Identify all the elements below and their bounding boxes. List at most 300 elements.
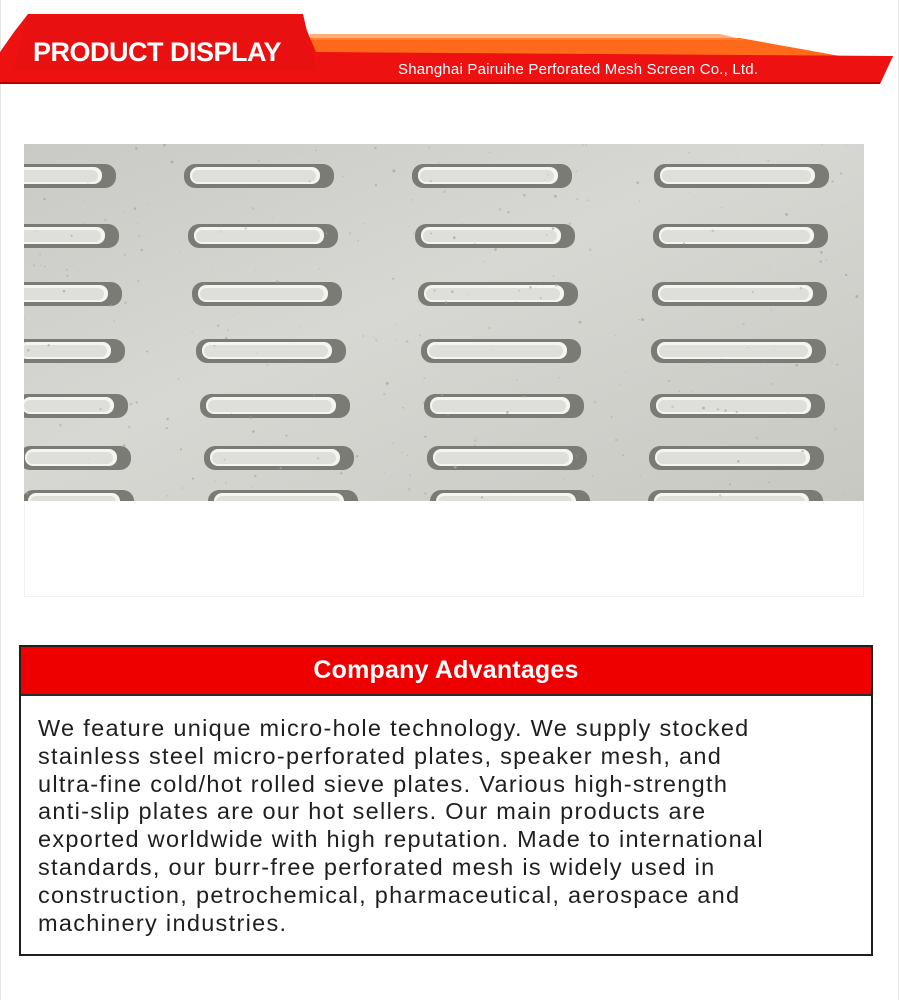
surface-speck: [48, 344, 50, 346]
surface-speck: [349, 232, 350, 233]
slot-hole: [653, 224, 828, 248]
surface-speck: [474, 445, 475, 446]
surface-speck: [683, 242, 685, 244]
surface-speck: [688, 192, 689, 193]
surface-speck: [340, 472, 342, 474]
surface-speck: [146, 351, 148, 353]
surface-speck: [736, 411, 738, 413]
surface-speck: [39, 254, 41, 256]
surface-speck: [178, 378, 179, 379]
surface-speck: [63, 290, 65, 292]
surface-speck: [33, 264, 35, 266]
surface-speck: [698, 291, 699, 292]
slot-hole: [649, 446, 824, 470]
surface-speck: [834, 428, 837, 431]
surface-speck: [363, 223, 365, 225]
surface-speck: [587, 199, 589, 201]
surface-speck: [547, 174, 549, 176]
surface-speck: [227, 329, 229, 331]
advantages-line: We feature unique micro-hole technology. We supply stocked: [38, 715, 750, 741]
slot-hole: [24, 164, 116, 188]
advantages-text: [38, 715, 853, 937]
advantages-title: Company Advantages: [313, 656, 579, 684]
surface-speck: [99, 408, 101, 410]
surface-speck: [846, 145, 847, 146]
surface-speck: [43, 198, 45, 200]
slot-hole: [24, 339, 125, 363]
surface-speck: [417, 301, 419, 303]
surface-speck: [719, 494, 721, 496]
surface-speck: [342, 175, 344, 177]
surface-speck: [820, 251, 823, 254]
surface-speck: [252, 430, 255, 433]
surface-speck: [785, 429, 786, 430]
surface-speck: [396, 340, 397, 341]
surface-speck: [594, 400, 597, 403]
surface-speck: [134, 207, 137, 210]
surface-speck: [763, 190, 764, 191]
surface-speck: [171, 160, 174, 163]
surface-speck: [180, 252, 181, 253]
surface-speck: [124, 254, 126, 256]
surface-speck: [771, 309, 773, 311]
surface-speck: [271, 500, 272, 501]
surface-speck: [447, 414, 449, 416]
surface-speck: [375, 147, 377, 149]
surface-speck: [801, 450, 803, 452]
company-name: Shanghai Pairuihe Perforated Mesh Screen Co., Ltd.: [398, 61, 759, 78]
surface-speck: [611, 416, 613, 418]
surface-speck: [529, 286, 531, 288]
surface-speck: [546, 234, 548, 236]
surface-speck: [166, 495, 168, 497]
surface-speck: [832, 180, 834, 182]
surface-speck: [558, 377, 559, 378]
surface-speck: [454, 466, 457, 469]
surface-speck: [840, 172, 843, 175]
surface-speck: [396, 324, 397, 325]
surface-speck: [825, 259, 827, 261]
surface-speck: [412, 199, 414, 201]
surface-speck: [384, 472, 385, 473]
slot-hole: [648, 490, 823, 501]
surface-speck: [428, 147, 429, 148]
surface-speck: [717, 408, 719, 410]
surface-speck: [248, 485, 249, 486]
surface-speck: [237, 313, 238, 314]
surface-speck: [499, 208, 502, 211]
surface-speck: [785, 213, 788, 216]
surface-speck: [737, 155, 738, 156]
slot-hole: [650, 394, 825, 418]
surface-speck: [796, 364, 799, 367]
surface-speck: [632, 258, 633, 259]
surface-speck: [799, 287, 802, 290]
surface-speck: [165, 157, 166, 158]
surface-speck: [620, 384, 621, 385]
surface-speck: [692, 391, 693, 392]
surface-speck: [413, 232, 416, 235]
surface-speck: [553, 276, 554, 277]
surface-speck: [424, 492, 427, 495]
surface-speck: [438, 162, 439, 163]
surface-speck: [775, 346, 776, 347]
surface-speck: [392, 169, 395, 172]
surface-speck: [316, 150, 317, 151]
surface-speck: [506, 411, 509, 414]
slot-hole: [204, 446, 354, 470]
surface-speck: [254, 475, 256, 477]
product-photo: [24, 144, 864, 501]
surface-speck: [453, 236, 456, 239]
surface-speck: [192, 478, 194, 480]
surface-speck: [641, 318, 644, 321]
surface-speck: [467, 480, 468, 481]
surface-speck: [639, 319, 640, 320]
surface-speck: [154, 357, 155, 358]
surface-speck: [409, 474, 411, 476]
surface-speck: [87, 183, 88, 184]
surface-speck: [840, 245, 841, 246]
surface-speck: [481, 496, 483, 498]
surface-speck: [67, 275, 69, 277]
advantages-line: standards, our burr-free perforated mesh is widely used in: [38, 853, 716, 880]
surface-speck: [392, 442, 394, 444]
surface-speck: [374, 337, 375, 338]
surface-speck: [552, 227, 555, 230]
advantages-line: stainless steel micro-perforated plates, speaker mesh, and: [38, 742, 723, 769]
surface-speck: [299, 326, 300, 327]
slot-hole: [418, 282, 578, 306]
surface-speck: [148, 203, 149, 204]
slot-hole: [184, 164, 334, 188]
surface-speck: [118, 261, 119, 262]
surface-speck: [441, 394, 444, 397]
surface-speck: [516, 379, 518, 381]
surface-speck: [767, 160, 769, 162]
company-advantages-box: [19, 645, 873, 956]
surface-speck: [830, 327, 831, 328]
surface-speck: [430, 180, 432, 182]
surface-speck: [66, 269, 68, 271]
surface-speck: [640, 476, 641, 477]
surface-speck: [844, 495, 845, 496]
perforated-sheet-image: [24, 144, 864, 501]
surface-speck: [748, 347, 749, 348]
surface-speck: [855, 295, 858, 298]
surface-speck: [113, 320, 115, 322]
surface-speck: [564, 479, 565, 480]
surface-speck: [544, 194, 545, 195]
slot-hole: [427, 446, 587, 470]
surface-speck: [40, 265, 41, 266]
surface-speck: [180, 449, 182, 451]
surface-speck: [615, 335, 616, 336]
surface-speck: [166, 418, 168, 420]
surface-speck: [585, 144, 586, 145]
surface-speck: [385, 167, 386, 168]
slot-hole: [192, 282, 342, 306]
surface-speck: [124, 301, 127, 304]
surface-speck: [483, 261, 484, 262]
surface-speck: [356, 455, 358, 457]
banner-title: PRODUCT DISPLAY: [33, 37, 282, 67]
surface-speck: [737, 460, 740, 463]
surface-speck: [27, 349, 30, 352]
surface-speck: [59, 424, 62, 427]
surface-speck: [787, 412, 788, 413]
surface-speck: [213, 345, 215, 347]
surface-speck: [406, 340, 409, 343]
surface-speck: [83, 201, 84, 202]
slot-hole: [421, 339, 581, 363]
surface-speck: [313, 369, 314, 370]
surface-speck: [430, 233, 432, 235]
surface-speck: [451, 290, 454, 293]
surface-speck: [424, 436, 426, 438]
surface-speck: [88, 458, 89, 459]
surface-speck: [425, 292, 426, 293]
surface-speck: [71, 235, 73, 237]
slot-hole: [24, 490, 134, 501]
surface-speck: [523, 194, 525, 196]
surface-speck: [362, 335, 364, 337]
slot-hole: [208, 490, 358, 501]
surface-speck: [423, 377, 425, 379]
surface-speck: [401, 452, 403, 454]
surface-speck: [523, 396, 525, 398]
surface-speck: [540, 297, 542, 299]
surface-speck: [26, 492, 28, 494]
surface-speck: [842, 207, 843, 208]
surface-speck: [568, 222, 571, 225]
surface-speck: [256, 352, 257, 353]
advantages-line: ultra-fine cold/hot rolled sieve plates. Various high-strength: [38, 770, 729, 797]
surface-speck: [626, 372, 627, 373]
surface-speck: [225, 337, 227, 339]
surface-speck: [702, 407, 705, 410]
surface-speck: [724, 410, 726, 412]
surface-speck: [128, 426, 131, 429]
surface-speck: [211, 268, 212, 269]
surface-speck: [554, 195, 557, 198]
slot-hole: [415, 224, 575, 248]
surface-speck: [123, 211, 124, 212]
surface-speck: [137, 280, 140, 283]
surface-speck: [671, 406, 673, 408]
surface-speck: [308, 180, 310, 182]
surface-speck: [250, 416, 253, 419]
surface-speck: [474, 243, 476, 245]
surface-speck: [386, 382, 389, 385]
surface-speck: [319, 269, 320, 270]
surface-speck: [615, 439, 618, 442]
surface-speck: [245, 227, 247, 229]
surface-speck: [280, 467, 282, 469]
surface-speck: [831, 361, 833, 363]
surface-speck: [622, 455, 624, 457]
surface-speck: [615, 149, 616, 150]
surface-speck: [83, 223, 84, 224]
slot-hole: [654, 164, 829, 188]
slot-hole: [200, 394, 350, 418]
slot-hole: [24, 446, 131, 470]
surface-speck: [392, 278, 394, 280]
surface-speck: [270, 188, 271, 189]
surface-speck: [488, 327, 490, 329]
surface-speck: [518, 290, 519, 291]
surface-speck: [104, 219, 107, 222]
surface-speck: [423, 402, 424, 403]
surface-speck: [109, 305, 111, 307]
surface-speck: [578, 454, 579, 455]
surface-speck: [406, 454, 408, 456]
surface-speck: [822, 413, 823, 414]
slot-hole: [24, 394, 128, 418]
product-display-banner: [0, 0, 899, 90]
surface-speck: [136, 401, 138, 403]
surface-speck: [555, 284, 558, 287]
slot-hole: [188, 224, 338, 248]
surface-speck: [276, 281, 279, 284]
surface-speck: [225, 482, 226, 483]
surface-speck: [571, 282, 573, 284]
surface-speck: [317, 457, 319, 459]
surface-speck: [461, 223, 462, 224]
surface-speck: [729, 484, 731, 486]
surface-speck: [582, 144, 584, 146]
slot-hole: [412, 164, 572, 188]
surface-speck: [768, 482, 770, 484]
surface-speck: [845, 274, 847, 276]
surface-speck: [214, 481, 216, 483]
surface-speck: [443, 190, 446, 193]
surface-speck: [77, 270, 78, 271]
surface-speck: [232, 316, 233, 317]
surface-speck: [589, 248, 592, 251]
surface-speck: [848, 308, 849, 309]
surface-speck: [516, 301, 517, 302]
surface-speck: [467, 294, 468, 295]
surface-speck: [636, 181, 639, 184]
surface-speck: [138, 235, 140, 237]
slot-hole: [651, 339, 826, 363]
surface-speck: [489, 152, 491, 154]
surface-speck: [536, 281, 537, 282]
surface-speck: [408, 488, 411, 491]
surface-speck: [491, 346, 492, 347]
surface-speck: [35, 231, 36, 232]
surface-speck: [141, 249, 143, 251]
surface-speck: [575, 170, 577, 172]
surface-speck: [544, 179, 545, 180]
surface-speck: [507, 211, 509, 213]
slot-hole: [430, 490, 590, 501]
surface-speck: [771, 383, 773, 385]
surface-speck: [255, 269, 257, 271]
surface-speck: [742, 323, 745, 326]
surface-speck: [301, 153, 302, 154]
surface-speck: [756, 437, 758, 439]
surface-speck: [258, 159, 260, 161]
surface-speck: [123, 444, 126, 447]
surface-speck: [837, 462, 838, 463]
surface-speck: [204, 283, 206, 285]
slot-hole: [196, 339, 346, 363]
surface-speck: [409, 225, 410, 226]
surface-speck: [326, 233, 327, 234]
surface-speck: [357, 240, 359, 242]
surface-speck: [639, 201, 640, 202]
surface-speck: [166, 427, 168, 429]
surface-speck: [445, 301, 448, 304]
surface-speck: [434, 289, 436, 291]
advantages-line: machinery industries.: [38, 909, 288, 936]
surface-speck: [224, 459, 226, 461]
surface-speck: [435, 344, 436, 345]
surface-speck: [220, 231, 222, 233]
advantages-line: anti-slip plates are our hot sellers. Our main products are: [38, 798, 707, 825]
surface-speck: [383, 393, 385, 395]
surface-speck: [711, 229, 714, 232]
surface-speck: [721, 207, 723, 209]
surface-speck: [707, 362, 709, 364]
surface-speck: [820, 260, 822, 262]
surface-speck: [285, 435, 287, 437]
surface-speck: [252, 486, 254, 488]
surface-speck: [821, 144, 823, 145]
surface-speck: [402, 407, 404, 409]
advantages-header: [21, 647, 871, 696]
slot-hole: [24, 282, 122, 306]
surface-speck: [217, 324, 220, 327]
advantages-line: exported worldwide with high reputation. Made to international: [38, 826, 764, 853]
surface-speck: [576, 198, 578, 200]
surface-speck: [419, 334, 421, 336]
surface-speck: [721, 358, 722, 359]
surface-speck: [688, 152, 690, 154]
surface-speck: [44, 266, 46, 268]
surface-speck: [313, 394, 315, 396]
surface-speck: [92, 195, 93, 196]
surface-speck: [752, 291, 754, 293]
surface-speck: [375, 184, 377, 186]
slot-hole: [652, 282, 827, 306]
surface-speck: [231, 413, 232, 414]
advantages-line: construction, petrochemical, pharmaceutical, aerospace and: [38, 881, 741, 908]
surface-speck: [375, 339, 377, 341]
surface-speck: [182, 487, 183, 488]
surface-speck: [474, 439, 477, 442]
surface-speck: [592, 475, 593, 476]
surface-speck: [836, 364, 838, 366]
surface-speck: [130, 403, 133, 406]
surface-speck: [272, 217, 273, 218]
surface-speck: [576, 455, 577, 456]
surface-speck: [494, 248, 497, 251]
surface-speck: [252, 207, 255, 210]
surface-speck: [763, 360, 764, 361]
surface-speck: [137, 223, 139, 225]
surface-speck: [668, 380, 670, 382]
surface-speck: [191, 332, 193, 334]
surface-speck: [358, 245, 359, 246]
surface-speck: [579, 321, 582, 324]
surface-speck: [679, 391, 680, 392]
surface-speck: [770, 266, 771, 267]
surface-speck: [135, 147, 137, 149]
surface-speck: [573, 146, 574, 147]
